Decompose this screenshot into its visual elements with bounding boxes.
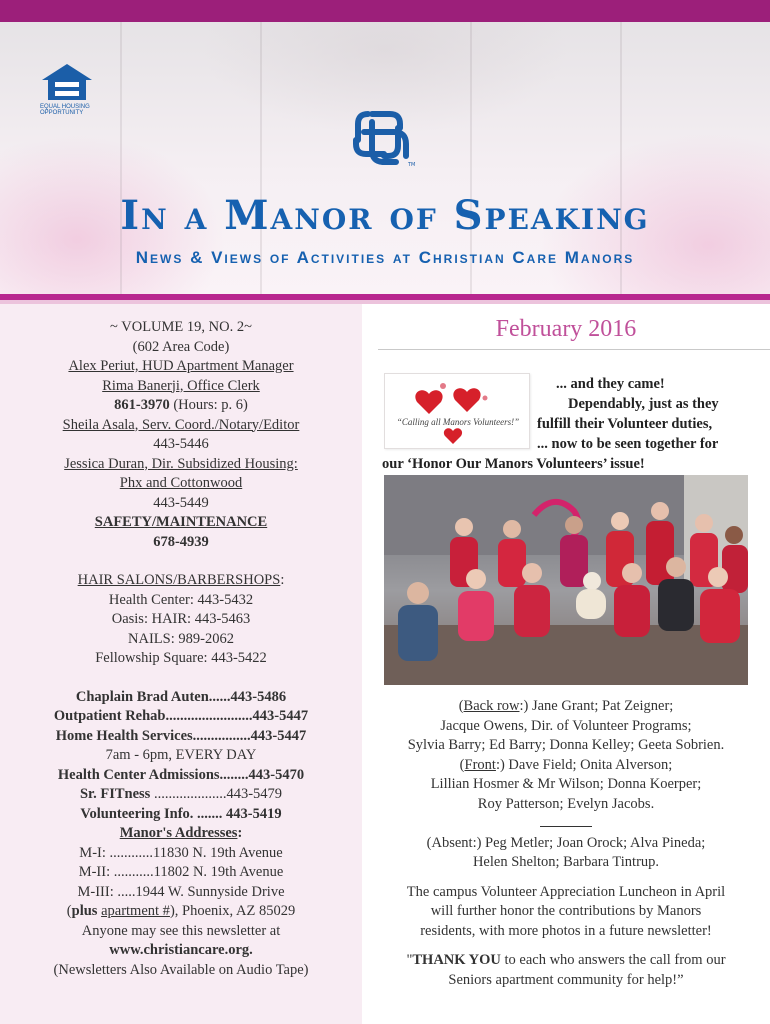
paren-open: ( [66, 903, 72, 919]
outpatient-rehab: Outpatient Rehab........................443-5447 [53, 708, 309, 724]
nails: NAILS: 989-2062 [128, 630, 234, 647]
month-rule [378, 349, 770, 350]
address-m1-value: : ............11830 N. 19th Avenue [101, 844, 283, 861]
caption-line-2: Jacque Owens, Dir. of Volunteer Programs; [440, 717, 692, 734]
thank-you-line-2: Seniors apartment community for help!” [448, 971, 684, 988]
main-column [362, 304, 770, 1024]
luncheon-paragraph [362, 883, 770, 942]
contact-director: Jessica Duran, Dir. Subsidized Housing: [64, 455, 298, 472]
volunteers-group-photo [384, 475, 748, 685]
christian-care-logo-icon [350, 106, 420, 176]
contact-service-coordinator: Sheila Asala, Serv. Coord./Notary/Editor [62, 416, 300, 433]
volume-number: ~ VOLUME 19, NO. 2~ [110, 319, 252, 335]
apartment-label: apartment # [101, 903, 170, 919]
caption-back-row [362, 697, 770, 717]
sr-fitness-phone: ....................443-5479 [150, 786, 283, 802]
absent-line-1: (Absent:) Peg Metler; Joan Orock; Alva Pineda; [426, 834, 706, 851]
hair-health-center: Health Center: 443-5432 [108, 591, 254, 608]
caption-front-row [362, 756, 770, 776]
audio-tape-note: (Newsletters Also Available on Audio Tape) [53, 961, 309, 978]
back-row-names: :) Jane Grant; Pat Zeigner; [519, 698, 674, 714]
card-caption: “Calling all Manors Volunteers!” [396, 417, 520, 427]
spacer [0, 552, 362, 571]
health-center-admissions: Health Center Admissions........443-5470 [57, 766, 305, 783]
website-link[interactable]: www.christiancare.org. [109, 942, 253, 958]
volunteering-info: Volunteering Info. ....... 443-5419 [80, 805, 282, 822]
contact-sidebar [0, 304, 362, 1024]
hair-oasis: Oasis: HAIR: 443-5463 [111, 611, 251, 627]
luncheon-line-3: residents, with more photos in a future newsletter! [420, 922, 712, 939]
newsletter-note: Anyone may see this newsletter at [81, 922, 281, 939]
plus-label: plus [71, 903, 98, 919]
safety-phone: 678-4939 [153, 533, 209, 550]
address-m1-label: M-I [79, 844, 102, 861]
absent-line-2: Helen Shelton; Barbara Tintrup. [472, 854, 660, 870]
address-m2-value: : ...........11802 N. 19th Avenue [106, 864, 284, 880]
paren-open: ( [459, 756, 465, 773]
caption-separator [362, 814, 770, 834]
intro-line-1: ... and they came! [556, 376, 665, 392]
caption-line-6: Roy Patterson; Evelyn Jacobs. [477, 795, 655, 812]
equal-housing-logo [40, 62, 96, 116]
home-health: Home Health Services................443-5447 [55, 727, 307, 744]
address-m3-value: : .....1944 W. Sunnyside Drive [109, 883, 285, 900]
director-phone: 443-5449 [153, 494, 209, 511]
group-photo-illustration [384, 475, 748, 685]
address-m3-label: M-III [77, 883, 110, 900]
office-phone [0, 396, 362, 416]
equal-housing-text [40, 104, 96, 116]
front-row-names: :) Dave Field; Onita Alverson; [495, 756, 673, 773]
addresses-colon: : [237, 825, 243, 841]
caption-line-5: Lillian Hosmer & Mr Wilson; Donna Koerper; [430, 776, 702, 792]
intro-line-4: ... now to be seen together for [537, 436, 719, 452]
newsletter-subtitle: News & Views of Activities at Christian Care Manors [135, 248, 635, 267]
city-zip: ), Phoenix, AZ 85029 [169, 903, 296, 919]
eho-line-1: EQUAL HOUSING [40, 104, 90, 110]
thank-you-bold: THANK YOU [412, 952, 501, 968]
contact-clerk: Rima Banerji, Office Clerk [102, 377, 260, 394]
hair-heading [0, 571, 362, 591]
luncheon-line-2: will further honor the contributions by Manors [430, 903, 702, 919]
contact-manager: Alex Periut, HUD Apartment Manager [68, 358, 294, 374]
caption-line-3: Sylvia Barry; Ed Barry; Donna Kelley; Geeta Sobrien. [407, 737, 725, 753]
hair-fellowship: Fellowship Square: 443-5422 [95, 650, 267, 666]
contact-director-location: Phx and Cottonwood [119, 475, 243, 491]
intro-line-5: our ‘Honor Our Manors Volunteers’ issue! [382, 456, 645, 472]
address-m1 [0, 844, 362, 864]
luncheon-line-1: The campus Volunteer Appreciation Luncheon in April [406, 883, 726, 900]
thank-you-line-1 [362, 951, 770, 971]
office-hours: (Hours: p. 6) [169, 397, 248, 413]
chaplain: Chaplain Brad Auten......443-5486 [75, 688, 287, 705]
top-accent-bar [0, 0, 770, 22]
address-m3 [0, 883, 362, 903]
intro-line-2: Dependably, just as they [568, 396, 719, 412]
front-row-label: Front [464, 756, 496, 773]
hair-label: HAIR SALONS/BARBERSHOPS [77, 572, 281, 588]
home-health-hours: 7am - 6pm, EVERY DAY [105, 747, 257, 763]
address-m2-label: M-II [78, 864, 107, 880]
svg-text:TM: TM [408, 162, 416, 168]
service-coordinator-phone: 443-5446 [153, 436, 209, 452]
eho-line-2: OPPORTUNITY [40, 110, 84, 116]
thank-you-paragraph [362, 951, 770, 990]
masthead [0, 22, 770, 294]
sr-fitness-label: Sr. FITness [79, 786, 151, 802]
address-apartment-note [0, 902, 362, 922]
addresses-heading [0, 824, 362, 844]
intro-line-3: fulfill their Volunteer duties, [537, 416, 713, 432]
short-rule [540, 817, 592, 827]
back-row-label: Back row [463, 698, 520, 714]
quote-open: " [406, 952, 413, 968]
issue-month: February 2016 [495, 316, 637, 342]
area-code: (602 Area Code) [132, 338, 230, 355]
intro-text [382, 374, 754, 474]
photo-caption [362, 697, 770, 990]
hair-colon: : [280, 572, 285, 588]
office-phone-number: 861-3970 [114, 397, 170, 413]
safety-label: SAFETY/MAINTENANCE [94, 514, 268, 530]
spacer [0, 669, 362, 688]
thank-you-rest: to each who answers the call from our [500, 952, 726, 968]
address-m2 [0, 863, 362, 883]
addresses-label: Manor's Addresses [119, 825, 238, 841]
equal-housing-house-icon [40, 62, 94, 102]
newsletter-title: In a Manor of Speaking [120, 192, 650, 239]
sr-fitness [0, 785, 362, 805]
paren-open: ( [458, 698, 464, 714]
